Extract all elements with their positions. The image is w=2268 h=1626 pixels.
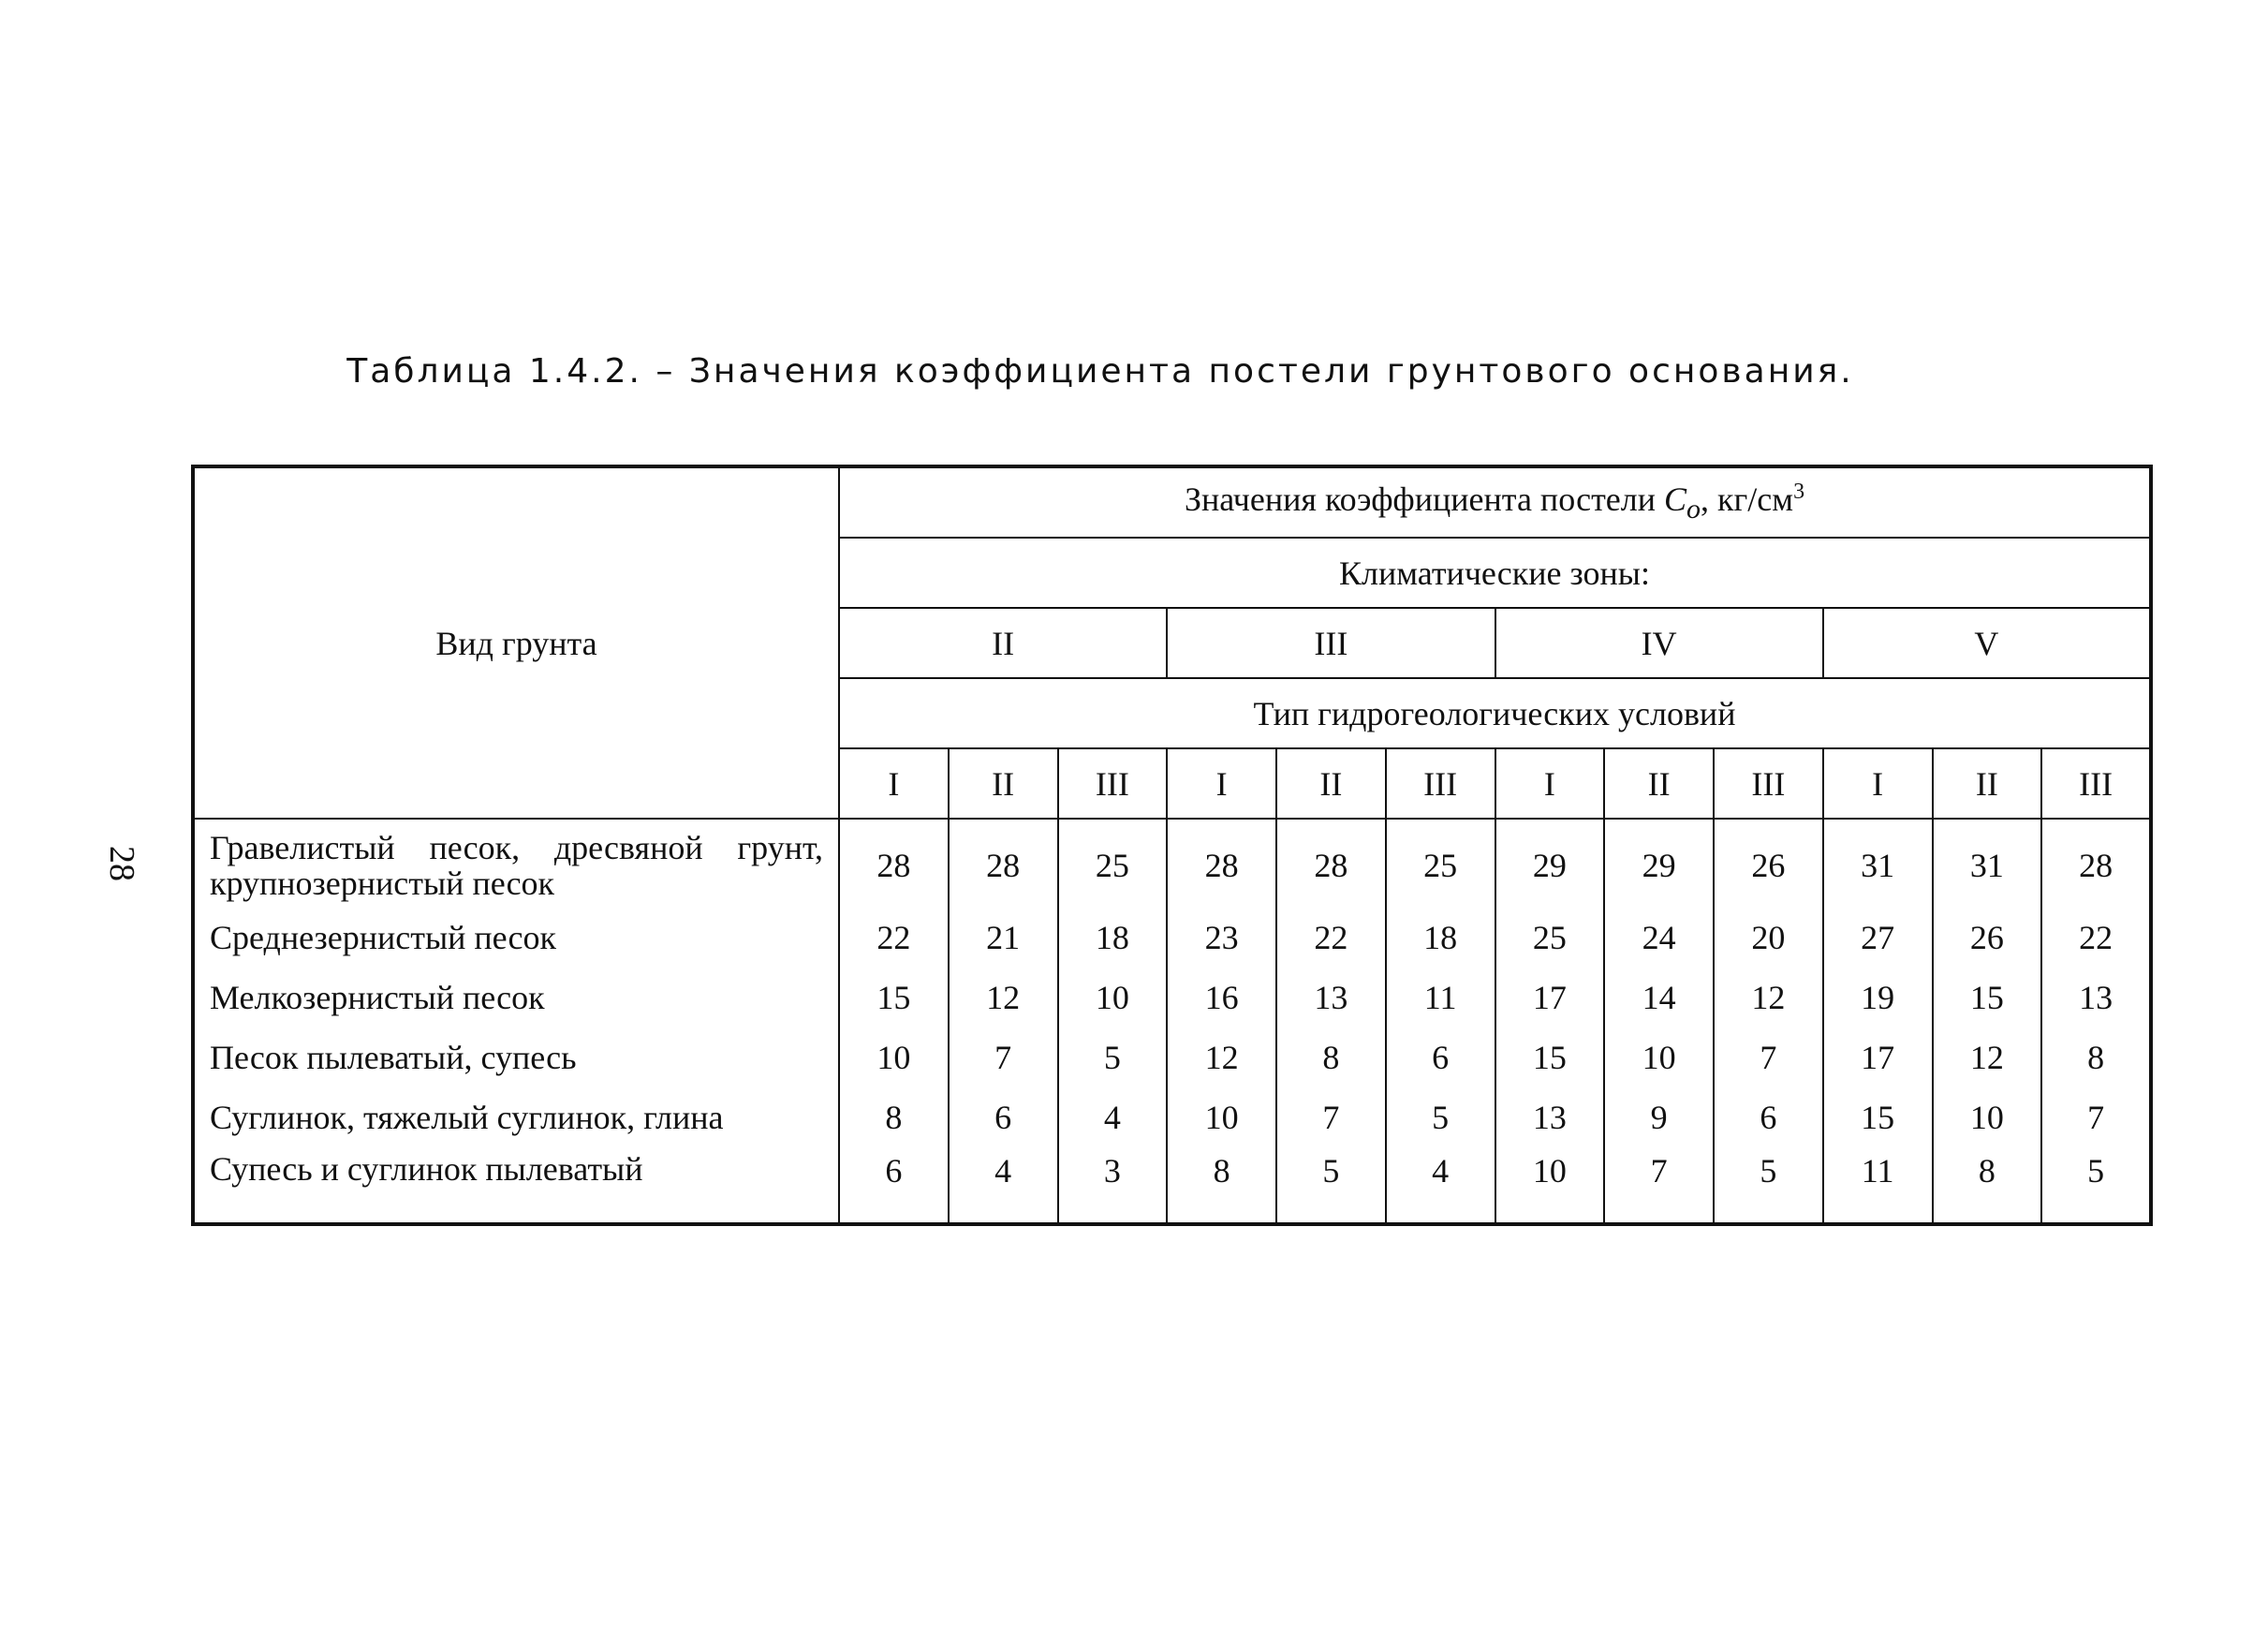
- hydrogeological-conditions-header: Тип гидрогеологических условий: [839, 678, 2151, 748]
- hydro-type-header: I: [1823, 748, 1933, 819]
- coefficient-cell: 17: [1495, 968, 1605, 1027]
- soil-type-cell: Гравелистый песок, дресвяной грунт, крупнозернистый песок: [193, 819, 839, 908]
- coefficient-cell: 13: [1276, 968, 1386, 1027]
- soil-type-cell: Мелкозернистый песок: [193, 968, 839, 1027]
- coefficient-symbol: C: [1664, 480, 1687, 518]
- zone-header-ii: II: [839, 608, 1167, 678]
- coefficient-cell: 18: [1058, 908, 1168, 968]
- coefficient-cell: 28: [1276, 819, 1386, 908]
- table-body: [193, 819, 2151, 1224]
- coefficient-cell: 5: [2041, 1147, 2151, 1224]
- table-row: [193, 968, 2151, 1027]
- coefficient-cell: 25: [1386, 819, 1495, 908]
- coefficient-cell: 5: [1058, 1027, 1168, 1087]
- coefficient-cell: 9: [1604, 1087, 1714, 1147]
- coefficient-cell: 12: [1933, 1027, 2042, 1087]
- coefficient-cell: 22: [2041, 908, 2151, 968]
- coefficient-unit: , кг/см: [1701, 480, 1794, 518]
- coefficient-cell: 26: [1933, 908, 2042, 968]
- hydro-type-header: II: [949, 748, 1058, 819]
- coefficient-cell: 23: [1167, 908, 1276, 968]
- soil-type-header: Вид грунта: [193, 466, 839, 819]
- coefficient-cell: 28: [1167, 819, 1276, 908]
- hydro-type-header: II: [1276, 748, 1386, 819]
- hydro-type-header: I: [839, 748, 949, 819]
- coefficient-cell: 8: [2041, 1027, 2151, 1087]
- coefficient-cell: 13: [1495, 1087, 1605, 1147]
- coefficient-cell: 10: [1933, 1087, 2042, 1147]
- coefficient-cell: 17: [1823, 1027, 1933, 1087]
- zone-header-v: V: [1823, 608, 2151, 678]
- coefficient-cell: 7: [2041, 1087, 2151, 1147]
- coefficient-values-header-prefix: Значения коэффициента постели: [1184, 480, 1665, 518]
- table-row: [193, 1027, 2151, 1087]
- coefficient-cell: 12: [949, 968, 1058, 1027]
- coefficient-cell: 19: [1823, 968, 1933, 1027]
- coefficient-cell: 10: [1495, 1147, 1605, 1224]
- coefficient-cell: 28: [2041, 819, 2151, 908]
- coefficient-unit-power: 3: [1793, 479, 1805, 504]
- coefficient-cell: 10: [1604, 1027, 1714, 1087]
- coefficient-cell: 11: [1823, 1147, 1933, 1224]
- hydro-type-header: III: [2041, 748, 2151, 819]
- coefficient-cell: 5: [1714, 1147, 1823, 1224]
- hydro-type-header: III: [1058, 748, 1168, 819]
- coefficient-cell: 28: [949, 819, 1058, 908]
- coefficient-cell: 4: [949, 1147, 1058, 1224]
- soil-type-cell: Супесь и суглинок пылеватый: [193, 1147, 839, 1224]
- coefficient-cell: 20: [1714, 908, 1823, 968]
- coefficient-cell: 18: [1386, 908, 1495, 968]
- coefficient-cell: 13: [2041, 968, 2151, 1027]
- coefficient-cell: 8: [1167, 1147, 1276, 1224]
- coefficient-cell: 8: [839, 1087, 949, 1147]
- hydro-type-header: III: [1386, 748, 1495, 819]
- coefficient-cell: 11: [1386, 968, 1495, 1027]
- coefficient-cell: 31: [1933, 819, 2042, 908]
- coefficient-subscript: o: [1686, 494, 1701, 525]
- coefficient-cell: 29: [1604, 819, 1714, 908]
- coefficient-cell: 5: [1276, 1147, 1386, 1224]
- hydro-type-header: I: [1495, 748, 1605, 819]
- coefficient-cell: 10: [1058, 968, 1168, 1027]
- soil-coefficient-table: [191, 465, 2153, 1226]
- coefficient-cell: 7: [1604, 1147, 1714, 1224]
- coefficient-cell: 7: [949, 1027, 1058, 1087]
- climatic-zones-header: Климатические зоны:: [839, 538, 2151, 608]
- coefficient-cell: 12: [1167, 1027, 1276, 1087]
- soil-type-cell: Песок пылеватый, супесь: [193, 1027, 839, 1087]
- coefficient-cell: 10: [1167, 1087, 1276, 1147]
- table-row: [193, 819, 2151, 908]
- coefficient-cell: 7: [1276, 1087, 1386, 1147]
- coefficient-cell: 31: [1823, 819, 1933, 908]
- table-row: [193, 1087, 2151, 1147]
- coefficient-cell: 10: [839, 1027, 949, 1087]
- coefficient-cell: 28: [839, 819, 949, 908]
- table-caption: Таблица 1.4.2. – Значения коэффициента постели грунтового основания.: [346, 352, 1854, 391]
- soil-type-cell: Среднезернистый песок: [193, 908, 839, 968]
- coefficient-cell: 6: [1386, 1027, 1495, 1087]
- coefficient-cell: 25: [1495, 908, 1605, 968]
- coefficient-cell: 12: [1714, 968, 1823, 1027]
- coefficient-values-header: [839, 466, 2151, 538]
- coefficient-cell: 24: [1604, 908, 1714, 968]
- coefficient-cell: 22: [1276, 908, 1386, 968]
- hydro-type-header: I: [1167, 748, 1276, 819]
- coefficient-cell: 14: [1604, 968, 1714, 1027]
- coefficient-cell: 21: [949, 908, 1058, 968]
- coefficient-cell: 8: [1276, 1027, 1386, 1087]
- hydro-type-header: II: [1933, 748, 2042, 819]
- hydro-type-header: II: [1604, 748, 1714, 819]
- coefficient-cell: 26: [1714, 819, 1823, 908]
- zone-header-iv: IV: [1495, 608, 1823, 678]
- coefficient-cell: 15: [1933, 968, 2042, 1027]
- coefficient-cell: 15: [839, 968, 949, 1027]
- coefficient-cell: 5: [1386, 1087, 1495, 1147]
- coefficient-cell: 29: [1495, 819, 1605, 908]
- coefficient-cell: 3: [1058, 1147, 1168, 1224]
- page-number: 28: [102, 846, 141, 881]
- table-row: [193, 1147, 2151, 1224]
- coefficient-cell: 15: [1823, 1087, 1933, 1147]
- zone-header-iii: III: [1167, 608, 1495, 678]
- coefficient-cell: 6: [949, 1087, 1058, 1147]
- table-row: [193, 908, 2151, 968]
- coefficient-cell: 22: [839, 908, 949, 968]
- coefficient-cell: 25: [1058, 819, 1168, 908]
- coefficient-cell: 15: [1495, 1027, 1605, 1087]
- coefficient-cell: 6: [1714, 1087, 1823, 1147]
- coefficient-cell: 4: [1058, 1087, 1168, 1147]
- coefficient-cell: 27: [1823, 908, 1933, 968]
- coefficient-cell: 16: [1167, 968, 1276, 1027]
- coefficient-cell: 7: [1714, 1027, 1823, 1087]
- soil-type-cell: Суглинок, тяжелый суглинок, глина: [193, 1087, 839, 1147]
- coefficient-cell: 8: [1933, 1147, 2042, 1224]
- hydro-type-header: III: [1714, 748, 1823, 819]
- coefficient-cell: 4: [1386, 1147, 1495, 1224]
- coefficient-cell: 6: [839, 1147, 949, 1224]
